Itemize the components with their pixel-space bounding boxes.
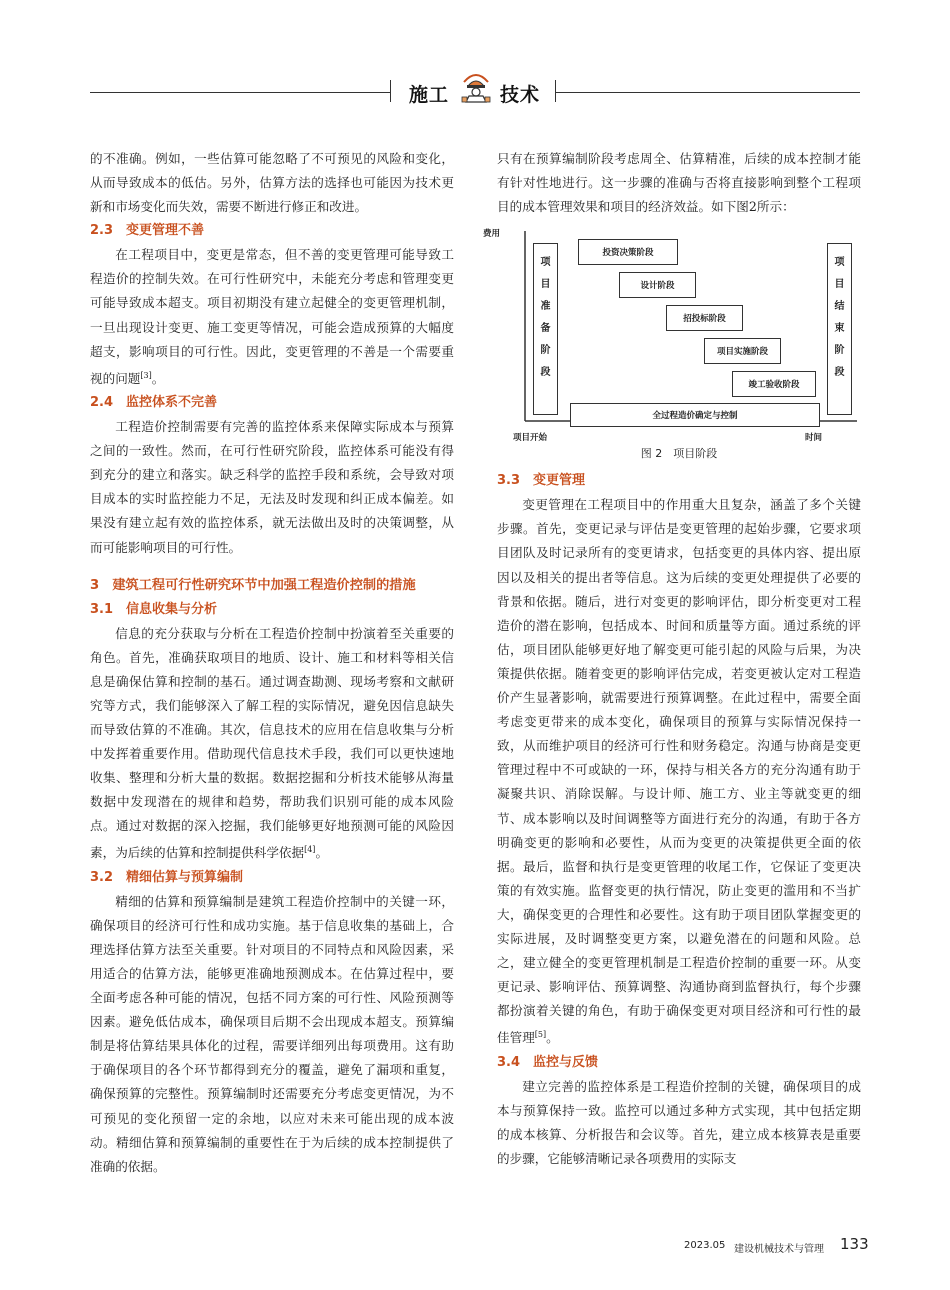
punct: 。 [315,845,329,861]
page-number: 133 [840,1235,869,1253]
stage-box-1: 投资决策阶段 [578,239,678,265]
stage-box-4: 项目实施阶段 [704,338,781,364]
section-heading-3: 3 建筑工程可行性研究环节中加强工程造价控制的措施 [90,577,416,593]
phase-prepare-label: 项目准备阶段 [540,257,551,379]
paragraph: 的不准确。例如，一些估算可能忽略了不可预见的风险和变化，从而导致成本的低估。另外，估算方法的选择也可能因为技术更新和市场变化而失效，需要不断进行修正和改进。 [90,151,454,215]
footer-journal: 建设机械技术与管理 [734,1244,824,1255]
paragraph [90,243,454,391]
header-title-right: 技术 [500,84,541,106]
stage-box-2: 设计阶段 [619,272,696,298]
left-column [90,147,454,1179]
paragraph-text: 信息的充分获取与分析在工程造价控制中扮演着至关重要的角色。首先，准确获取项目的地质、设计、施工和材料等相关信息是确保估算和控制的基石。通过调查勘测、现场考察和文献研究等方式，我们能够深入了解工程的实际情况，避免因信息缺失而导致估算的不准确。其次，信息技术的应用在信息收集与分析中发挥着重要作用。借助现代信息技术手段，我们可以更快速地收集、整理和分析大量的数据。数据挖掘和分析技术能够从海量数据中发现潜在的规律和趋势，帮助我们识别可能的成本风险点。通过对数据的深入挖掘，我们能够更好地预测可能的风险因素，为后续的估算和控制提供科学依据 [90,625,454,861]
section-heading-3-4: 3.4 监控与反馈 [497,1054,599,1070]
paragraph: 建立完善的监控体系是工程造价控制的关键，确保项目的成本与预算保持一致。监控可以通过多种方式实现，其中包括定期的成本核算、分析报告和会议等。首先，建立成本核算表是重要的步骤，它能够清晰记录各项费用的实际支 [497,1078,861,1166]
section-heading-2-3: 2.3 变更管理不善 [90,223,205,239]
phase-end [827,243,852,415]
overall-cost-control-box: 全过程造价确定与控制 [570,403,820,427]
phase-prepare [533,243,558,415]
citation-ref: [3] [140,370,152,380]
paragraph: 只有在预算编制阶段考虑周全、估算精准，后续的成本控制才能有针对性地进行。这一步骤的准确与否将直接影响到整个工程项目的成本管理效果和项目的经济效益。如下图2所示： [497,151,861,215]
x-axis-end-label: 时间 [805,433,823,444]
paragraph [497,493,861,1050]
paragraph: 工程造价控制需要有完善的监控体系来保障实际成本与预算之间的一致性。然而，在可行性研究阶段，监控体系可能没有得到充分的建立和落实。缺乏科学的监控手段和系统，会导致对项目成本的实时监控能力不足，无法及时发现和纠正成本偏差。如果没有建立起有效的监控体系，就无法做出及时的决策调整，从而可能影响项目的可行性。 [90,419,454,555]
citation-ref: [5] [534,1030,547,1040]
section-heading-3-1: 3.1 信息收集与分析 [90,601,218,617]
stage-box-3: 招投标阶段 [666,305,743,331]
stage-box-5: 竣工验收阶段 [732,371,816,397]
x-axis-start-label: 项目开始 [513,433,548,444]
punct: 。 [151,370,165,386]
figure-project-stages [483,225,861,467]
y-axis-label: 费用 [483,229,501,240]
paragraph-text: 在工程项目中，变更是常态，但不善的变更管理可能导致工程造价的控制失效。在可行性研究中，未能充分考虑和管理变更可能导致成本超支。项目初期没有建立起健全的变更管理机制，一旦出现设计变更、施工变更等情况，可能会造成预算的大幅度超支，影响项目的可行性。因此，变更管理的不善是一个需要重视的问题 [90,247,454,386]
citation-ref: [4] [304,845,316,855]
paragraph: 精细的估算和预算编制是建筑工程造价控制中的关键一环，确保项目的经济可行性和成功实施。基于信息收集的基础上，合理选择估算方法至关重要。针对项目的不同特点和风险因素，采用适合的估算方法，能够更准确地预测成本。在估算过程中，要全面考虑各种可能的情况，包括不同方案的可行性、风险预测等因素。避免低估成本，确保项目后期不会出现成本超支。预算编制是将估算结果具体化的过程，需要详细列出每项费用。这有助于确保项目的各个环节都得到充分的覆盖，避免了漏项和重复，确保预算的完整性。预算编制时还需要充分考虑变更情况，为不可预见的变化预留一定的余地，以应对未来可能出现的成本波动。精细估算和预算编制的重要性在于为后续的成本控制提供了准确的依据。 [90,893,454,1174]
section-heading-2-4: 2.4 监控体系不完善 [90,395,218,411]
header-tick-right [555,80,556,102]
header-rule-left [90,92,390,93]
header-title-left: 施工 [409,84,450,106]
phase-end-label: 项目结束阶段 [834,257,845,379]
punct: 。 [546,1030,559,1046]
paragraph [90,622,454,866]
right-column [483,147,861,1171]
header-rule-right [555,92,860,93]
section-heading-3-2: 3.2 精细估算与预算编制 [90,869,244,885]
figure-caption: 图 2 项目阶段 [640,447,718,461]
hardhat-worker-logo-icon [459,68,493,104]
paragraph-text: 变更管理在工程项目中的作用重大且复杂，涵盖了多个关键步骤。首先，变更记录与评估是变更管理的起始步骤，它要求项目团队及时记录所有的变更请求，包括变更的具体内容、提出原因以及相关的提出者等信息。这为后续的变更处理提供了必要的背景和依据。随后，进行对变更的影响评估，即分析变更对工程造价的潜在影响，包括成本、时间和质量等方面。通过系统的评估，项目团队能够更好地了解变更可能引起的风险与后果，为决策提供依据。随着变更的影响评估完成，若变更被认定对工程造价产生显著影响，就需要进行预算调整。在此过程中，需要全面考虑变更带来的成本变化，确保项目的预算与实际情况保持一致，从而维护项目的经济可行性和财务稳定。沟通与协商是变更管理过程中不可或缺的一环，保持与相关各方的充分沟通有助于凝聚共识、消除误解。与设计师、施工方、业主等就变更的细节、成本影响以及时间调整等方面进行充分的沟通，有助于各方明确变更的影响和必要性，从而为变更的决策提供更全面的依据。最后，监督和执行是变更管理的收尾工作，它保证了变更决策的有效实施。监督变更的执行情况，防止变更的滥用和不当扩大，确保变更的合理性和必要性。这有助于项目团队掌握变更的实际进展，及时调整变更方案，以避免潜在的问题和风险。总之，建立健全的变更管理机制是工程造价控制的重要一环。从变更记录、影响评估、预算调整、沟通协商到监督执行，每个步骤都扮演着关键的角色，有助于确保变更对项目经济和可行性的最佳管理 [497,497,861,1046]
footer-issue: 2023.05 [684,1240,726,1251]
section-heading-3-3: 3.3 变更管理 [497,473,586,489]
header-tick-left [390,80,391,102]
